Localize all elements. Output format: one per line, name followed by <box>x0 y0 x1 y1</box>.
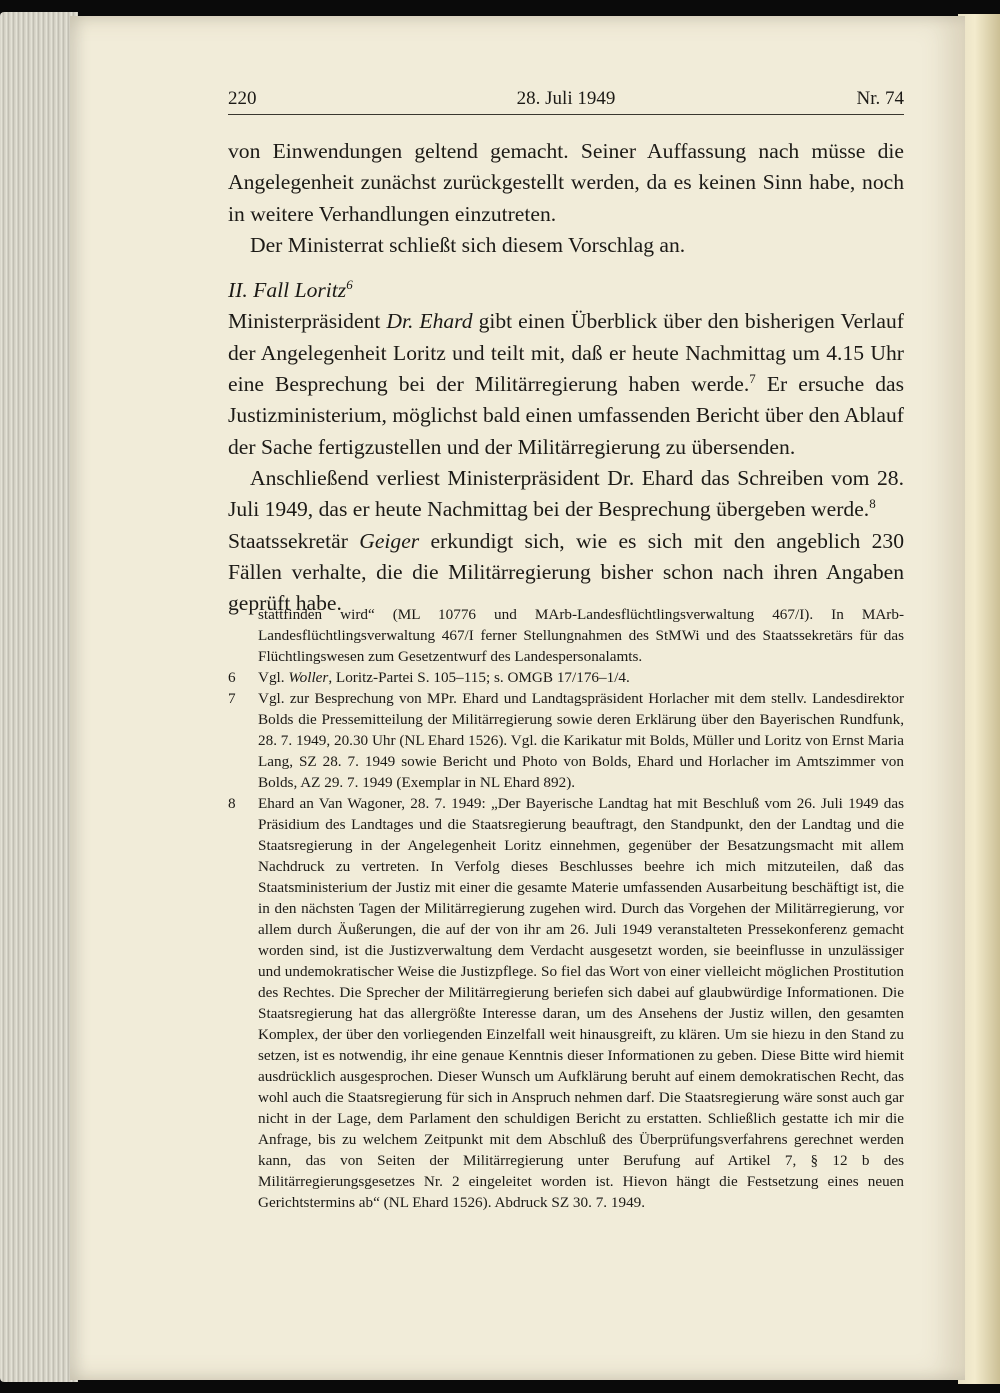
footnote-number: 7 <box>228 690 236 707</box>
header-rule <box>228 114 904 115</box>
footnote-continuation: stattfinden wird“ (ML 10776 und MArb-Landesflüchtlingsverwaltung 467/I). In MArb-Landesflüchtlingsverwaltung 467/I ferner Stellungnahmen des StMWi und des Staatssekretärs für das Flüchtlingswesen zum Gesetzentwurf des Landespersonalamts. <box>258 606 904 665</box>
section-heading-text: II. Fall Loritz <box>228 278 347 303</box>
document-number: Nr. 74 <box>856 88 904 109</box>
footnotes <box>228 604 904 1213</box>
paragraph: von Einwendungen geltend gemacht. Seiner Auffassung nach müsse die Angelegenheit zunächst zurückgestellt werden, da es keinen Sinn habe, noch in weitere Verhandlungen einzutreten. <box>228 139 904 226</box>
author-name: Woller <box>288 669 329 686</box>
main-text <box>228 136 904 619</box>
footnote-text: Vgl. zur Besprechung von MPr. Ehard und Landtagspräsident Horlacher mit dem stellv. Landesdirektor Bolds die Pressemitteilung der Militärregierung sowie deren Erklärung über den Bayerischen Rundfunk, 28. 7. 1949, 20.30 Uhr (NL Ehard 1526). Vgl. die Karikatur mit Bolds, Müller und Loritz von Ernst Maria Lang, SZ 28. 7. 1949 sowie Bericht und Photo von Bolds, Ehard und Horlacher im Amtszimmer von Bolds, AZ 29. 7. 1949 (Exemplar in NL Ehard 892). <box>258 690 904 791</box>
speaker-name: Geiger <box>359 528 420 553</box>
page-number: 220 <box>228 88 257 109</box>
footnote-number: 6 <box>228 669 236 686</box>
section-heading <box>228 275 904 306</box>
running-header <box>228 88 904 114</box>
paragraph <box>228 463 904 526</box>
text-run: Ministerpräsident <box>228 309 387 334</box>
footnote-ref: 7 <box>749 371 756 387</box>
book-page-edges <box>0 12 78 1382</box>
footnote-8 <box>228 793 904 1213</box>
footnote-number: 8 <box>228 795 236 812</box>
speaker-title: Dr. <box>386 309 414 334</box>
text-run: , Loritz-Partei S. 105–115; s. OMGB 17/176–1/4. <box>328 669 630 686</box>
text-run: Er ersuche das Justizministerium, möglichst bald einen umfassenden Bericht über den Ablauf der Sache fertigzustellen und der Militärregierung zu übersenden. <box>228 372 904 459</box>
text-run: Staatssekretär <box>228 528 360 553</box>
speaker-name: Ehard <box>419 309 473 334</box>
paragraph <box>228 306 904 462</box>
footnote-ref: 6 <box>346 277 353 293</box>
header-date: 28. Juli 1949 <box>516 88 616 109</box>
text-run: Vgl. <box>258 669 289 686</box>
footnote-text: Ehard an Van Wagoner, 28. 7. 1949: „Der Bayerische Landtag hat mit Beschluß vom 26. Juli 1949 das Präsidium des Landtages und die Staatsregierung beauftragt, den Standpunkt, den der Landtag und die Staatsregierung in der Angelegenheit Loritz einnehmen, gegenüber der Besatzungsmacht mit allem Nachdruck zu vertreten. In Verfolg dieses Beschlusses beehre ich mich mitzuteilen, daß das Staatsministerium der Justiz mit einer die gesamte Materie umfassenden Ausarbeitung beschäftigt ist, die in den nächsten Tagen der Militärregierung zugehen wird. Durch das Vorgehen der Militärregierung, vor allem durch Äußerungen, die auf der von ihr am 26. Juli 1949 veranstalteten Pressekonferenz gemacht worden sind, ist die Justizverwaltung dem Verdacht ausgesetzt worden, sie beeinflusse in unzulässiger und undemokratischer Weise die Justizpflege. So fiel das Wort von einer vielleicht möglichen Prostitution des Rechtes. Die Sprecher der Militärregierung beriefen sich dabei auf glaubwürdige Informationen. Die Staatsregierung hat das allergrößte Interesse daran, um des Ansehens der Justiz willen, den gesamten Komplex, der über den vorliegenden Einzelfall weit hinausgreift, zu klären. Um sie hiezu in den Stand zu setzen, ist es notwendig, ihr eine genaue Kenntnis dieser Informationen zu geben. Diese Bitte wird hiemit ausdrücklich ausgesprochen. Dieser Wunsch um Aufklärung beruht auf einem demokratischen Recht, das wohl auch die Staatsregierung für sich in Anspruch nehmen darf. Die Staatsregierung wäre sonst auch gar nicht in der Lage, dem Parlament den schuldigen Bericht zu erstatten. Schließlich gestatte ich mir die Anfrage, bis zu welchem Zeitpunkt mit dem Abschluß des Überprüfungsverfahrens gerechnet werden kann, das von Seiten der Militärregierung unter Berufung auf Artikel 7, § 12 b des Militärregierungsgesetzes Nr. 2 eingeleitet worden ist. Hievon hängt die Festsetzung eines neuen Gerichtstermins ab“ (NL Ehard 1526). Abdruck SZ 30. 7. 1949. <box>258 795 904 1211</box>
paragraph: Der Ministerrat schließt sich diesem Vorschlag an. <box>250 232 686 257</box>
footnote-6 <box>228 667 904 688</box>
text-run: gibt einen Überblick über den bisherigen Verlauf der Angelegenheit Loritz und teilt mit, daß er heute Nachmittag um 4.15 Uhr eine Besprechung bei der Militärregierung haben werde. <box>228 309 904 397</box>
text-run: erkundigt sich, wie es sich mit den angeblich 230 Fällen verhalte, die die Militärregierung bisher schon nach ihren Angaben geprüft habe. <box>228 528 904 616</box>
footnote-7 <box>228 688 904 793</box>
footnote-ref: 8 <box>869 496 876 512</box>
text-run: Anschließend verliest Ministerpräsident Dr. Ehard das Schreiben vom 28. Juli 1949, das er heute Nachmittag bei der Besprechung übergeben werde. <box>228 465 904 522</box>
